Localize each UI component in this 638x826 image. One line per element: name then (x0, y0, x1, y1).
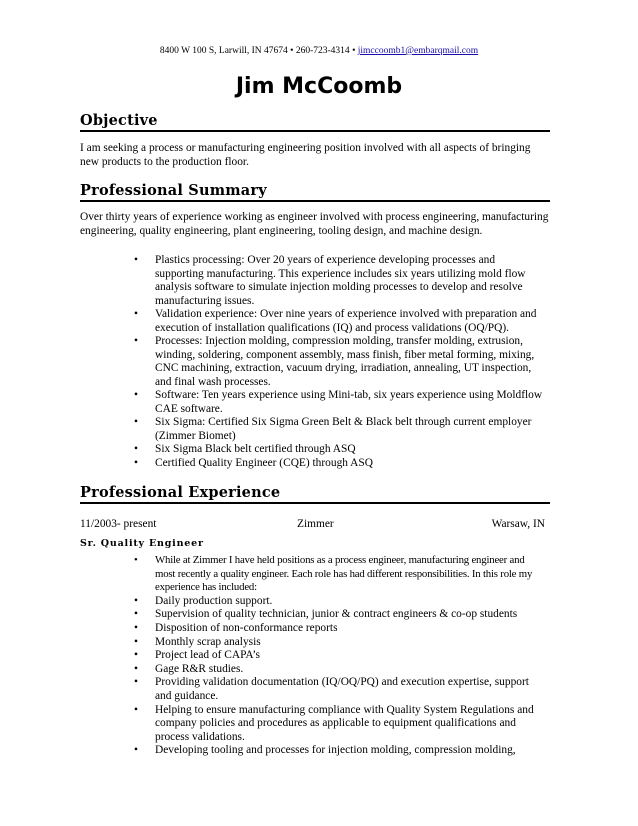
contact-line (0, 46, 638, 56)
list-item: • Gage R&R studies. (128, 663, 544, 677)
bullet-separator: • (352, 46, 356, 56)
summary-intro: Over thirty years of experience working as engineer involved with process engineering, manufacturing engineering, quality engineering, plant engineering, tooling design, and machine design. (80, 211, 549, 237)
list-item: • Validation experience: Over nine years of experience involved with preparation and execution of installation qualifications (IQ) and process validations (OQ/PQ). (128, 308, 544, 335)
job-dates: 11/2003- present (80, 518, 157, 530)
list-item: • Six Sigma Black belt certified through ASQ (128, 443, 544, 457)
contact-address: 8400 W 100 S, Larwill, IN 47674 (159, 46, 288, 56)
list-item: • Monthly scrap analysis (128, 636, 544, 650)
list-item: • Supervision of quality technician, junior & contract engineers & co-op students (128, 608, 544, 622)
bullet-separator: • (290, 46, 294, 56)
job-title: Sr. Quality Engineer (80, 538, 204, 549)
list-item: • While at Zimmer I have held positions as a process engineer, manufacturing engineer and most recently a quality engineer. Each role has had different responsibilities. In this role my experience has included: (128, 554, 544, 595)
list-item: • Helping to ensure manufacturing compliance with Quality System Regulations and company policies and procedures as applicable to equipment qualifications and process validations. (128, 704, 544, 745)
list-item: • Processes: Injection molding, compression molding, transfer molding, extrusion, winding, soldering, component assembly, mass finish, fiber metal forming, mixing, CNC machining, extraction, vacuum drying, irradiation, annealing, UT inspection, and final wash processes. (128, 335, 544, 389)
contact-phone: 260-723-4314 (295, 46, 350, 56)
list-item: • Providing validation documentation (IQ/OQ/PQ) and execution expertise, support and guidance. (128, 676, 544, 703)
list-item: • Developing tooling and processes for injection molding, compression molding, (128, 744, 544, 758)
list-item: • Six Sigma: Certified Six Sigma Green Belt & Black belt through current employer (Zimmer Biomet) (128, 416, 544, 443)
candidate-name: Jim McCoomb (235, 74, 403, 99)
experience-bullet-list (128, 554, 544, 758)
objective-heading: Objective (80, 112, 550, 132)
list-item: • Software: Ten years experience using Mini-tab, six years experience using Moldflow CAE software. (128, 389, 544, 416)
objective-text: I am seeking a process or manufacturing engineering position involved with all aspects of bringing new products to the production floor. (80, 142, 531, 168)
list-item: • Project lead of CAPA’s (128, 649, 544, 663)
list-item: • Certified Quality Engineer (CQE) through ASQ (128, 457, 544, 471)
job-company: Zimmer (297, 518, 334, 530)
summary-heading: Professional Summary (80, 182, 550, 202)
list-item: • Disposition of non-conformance reports (128, 622, 544, 636)
job-location: Warsaw, IN (491, 518, 545, 530)
summary-bullet-list (128, 254, 544, 470)
email-link[interactable]: jimccoomb1@embarqmail.com (357, 46, 479, 56)
experience-heading: Professional Experience (80, 484, 550, 504)
list-item: • Daily production support. (128, 595, 544, 609)
job-info-row (80, 518, 545, 532)
list-item: • Plastics processing: Over 20 years of experience developing processes and supporting manufacturing. This experience includes six years utilizing mold flow analysis software to simulate injection molding processes to develop and resolve manufacturing issues. (128, 254, 544, 308)
